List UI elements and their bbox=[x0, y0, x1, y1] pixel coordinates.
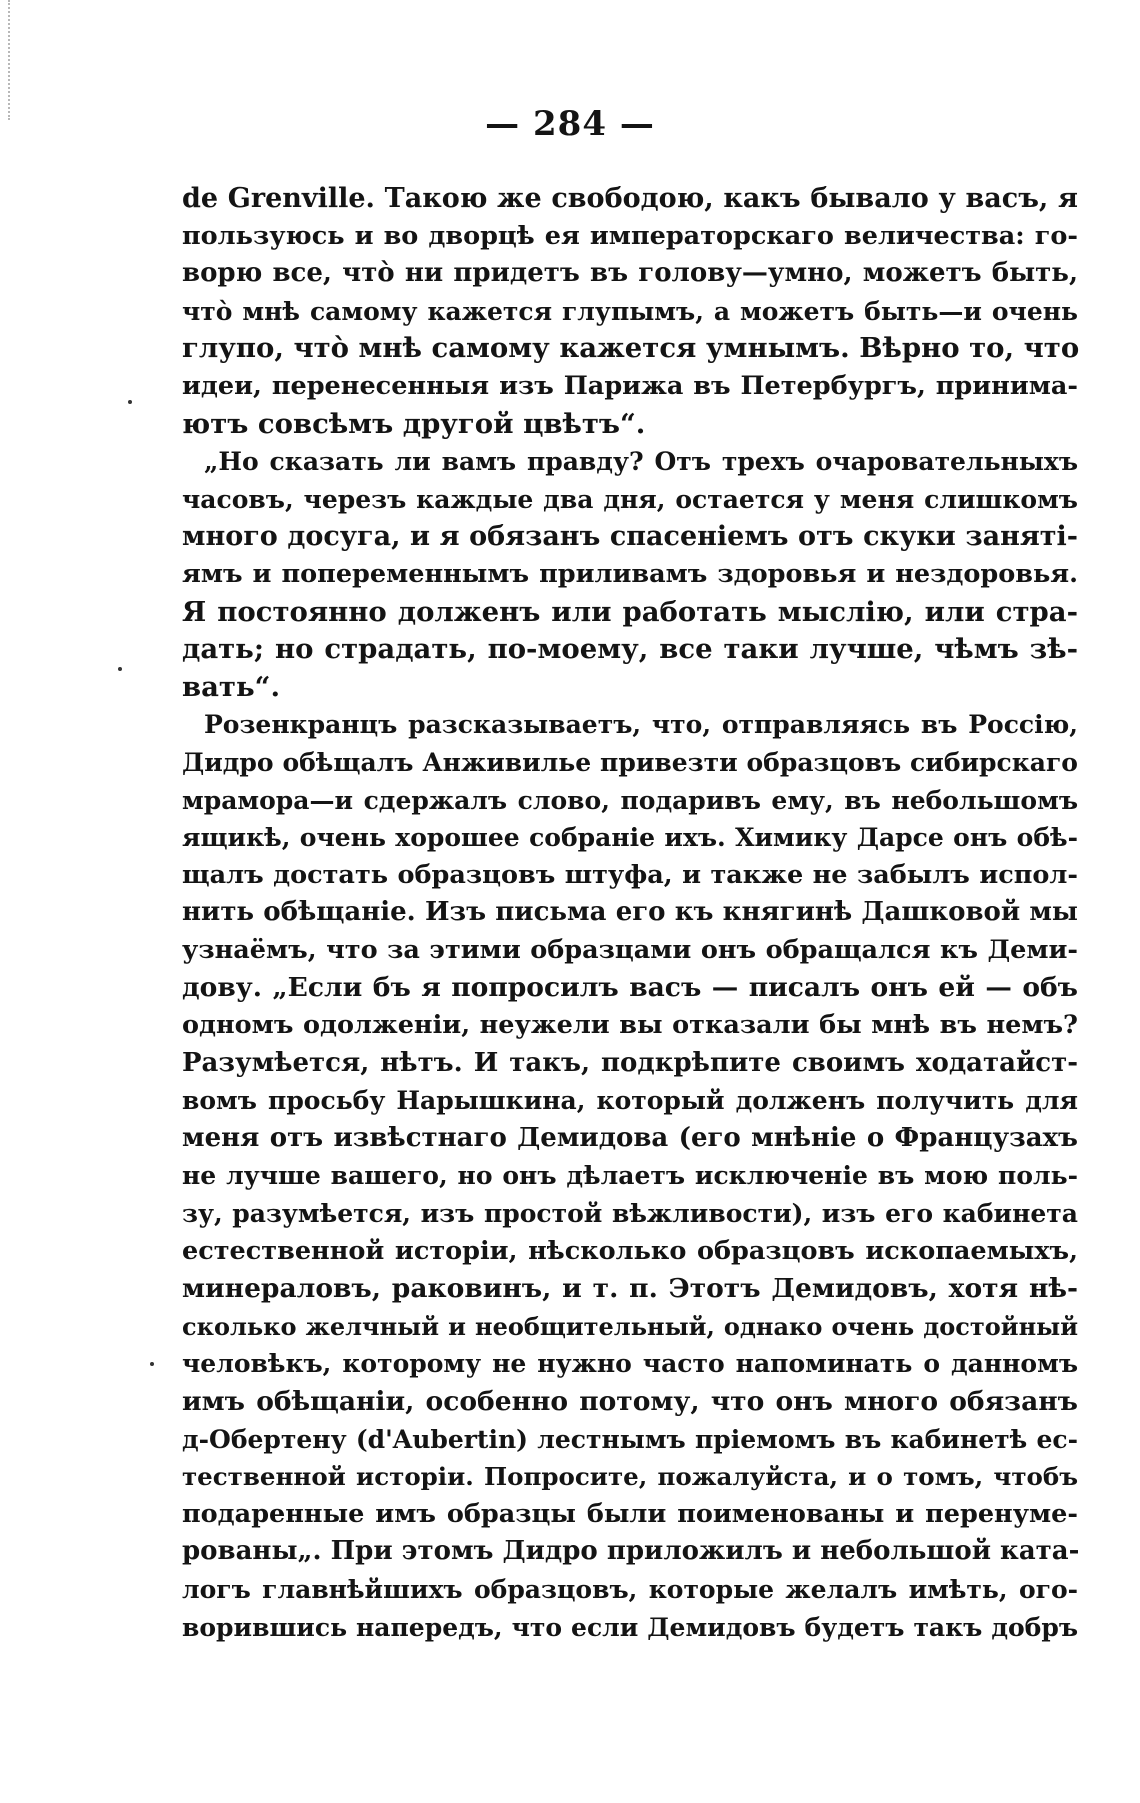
text-line: Разумѣется, нѣтъ. И такъ, подкрѣпите своимъ ходатайст- bbox=[182, 1047, 1078, 1078]
text-line: Дидро обѣщалъ Анживилье привезти образцовъ сибирскаго bbox=[182, 747, 1078, 777]
text-line: одномъ одолженiи, неужели вы отказали бы мнѣ въ немъ? bbox=[182, 1010, 1078, 1041]
text-line: тественной исторiи. Попросите, пожалуйста, и о томъ, чтобъ bbox=[182, 1462, 1078, 1492]
text-line: д-Обертену (d'Aubertin) лестнымъ прiемомъ въ кабинетѣ ес- bbox=[182, 1424, 1078, 1454]
text-line: „Но сказать ли вамъ правду? Отъ трехъ очаровательныхъ bbox=[204, 447, 1078, 477]
text-line: глупо, чтò мнѣ самому кажется умнымъ. Вѣрно то, что bbox=[182, 332, 1080, 365]
text-line: часовъ, черезъ каждые два дня, остается у меня слишкомъ bbox=[182, 484, 1078, 514]
text-line: пользуюсь и во дворцѣ ея императорскаго величества: го- bbox=[182, 220, 1078, 251]
text-line: не лучше вашего, но онъ дѣлаетъ исключенiе въ мою поль- bbox=[182, 1161, 1078, 1191]
text-line: минераловъ, раковинъ, и т. п. Этотъ Демидовъ, хотя нѣ- bbox=[182, 1273, 1078, 1305]
text-line: ворю все, чтò ни придетъ въ голову—умно, можетъ быть, bbox=[182, 258, 1078, 289]
print-speck bbox=[128, 400, 132, 404]
print-speck bbox=[150, 1362, 154, 1366]
text-line: нить обѣщанiе. Изъ письма его къ княгинѣ Дашковой мы bbox=[182, 897, 1078, 928]
text-line: идеи, перенесенныя изъ Парижа въ Петербургъ, принима- bbox=[182, 370, 1078, 401]
text-line: меня отъ извѣстнаго Демидова (его мнѣнiе о Французахъ bbox=[182, 1122, 1078, 1153]
text-line: узнаёмъ, что за этими образцами онъ обращался къ Деми- bbox=[182, 934, 1078, 965]
print-speck bbox=[118, 667, 122, 671]
text-line: щалъ достать образцовъ штуфа, и также не забылъ испол- bbox=[182, 859, 1078, 890]
text-line: вомъ просьбу Нарышкина, который долженъ получить для bbox=[182, 1086, 1078, 1116]
text-line: чтò мнѣ самому кажется глупымъ, а можетъ быть—и очень bbox=[182, 296, 1078, 326]
text-line: много досуга, и я обязанъ спасенiемъ отъ скуки занятi- bbox=[182, 521, 1078, 553]
text-line: человѣкъ, которому не нужно часто напоминать о данномъ bbox=[182, 1349, 1078, 1379]
text-line: ящикѣ, очень хорошее собранiе ихъ. Химику Дарсе онъ обѣ- bbox=[182, 823, 1078, 853]
text-line: подаренные имъ образцы были поименованы и перенуме- bbox=[182, 1498, 1078, 1529]
text-line: de Grenville. Такою же свободою, какъ бывало у васъ, я bbox=[182, 183, 1078, 214]
scan-edge-mark bbox=[8, 0, 13, 120]
text-line: Розенкранцъ разсказываетъ, что, отправляясь въ Россiю, bbox=[204, 710, 1078, 740]
text-line: естественной исторiи, нѣсколько образцовъ ископаемыхъ, bbox=[182, 1235, 1078, 1266]
page-number: — 284 — bbox=[485, 104, 655, 144]
text-line: логъ главнѣйшихъ образцовъ, которые желалъ имѣть, ого- bbox=[182, 1574, 1078, 1604]
text-line: рованы„. При этомъ Дидро приложилъ и небольшой ката- bbox=[182, 1536, 1080, 1567]
text-line: ворившись напередъ, что если Демидовъ будетъ такъ добръ bbox=[182, 1612, 1078, 1642]
body-text bbox=[182, 180, 1078, 1646]
text-line: ямъ и попеременнымъ приливамъ здоровья и нездоровья. bbox=[182, 558, 1078, 589]
text-line: зу, разумѣется, изъ простой вѣжливости), изъ его кабинета bbox=[182, 1199, 1078, 1229]
text-line: сколько желчный и необщительный, однако очень достойный bbox=[182, 1311, 1078, 1341]
text-line: дову. „Если бъ я попросилъ васъ — писалъ онъ ей — объ bbox=[182, 972, 1078, 1004]
text-line: дать; но страдать, по-моему, все таки лучше, чѣмъ зѣ- bbox=[182, 633, 1078, 666]
text-line: имъ обѣщанiи, особенно потому, что онъ много обязанъ bbox=[182, 1386, 1078, 1417]
text-line: ютъ совсѣмъ другой цвѣтъ“. bbox=[182, 407, 646, 440]
text-line: мрамора—и сдержалъ слово, подаривъ ему, въ небольшомъ bbox=[182, 785, 1078, 815]
text-line: Я постоянно долженъ или работать мыслiю, или стра- bbox=[182, 595, 1078, 628]
text-line: вать“. bbox=[182, 670, 281, 703]
